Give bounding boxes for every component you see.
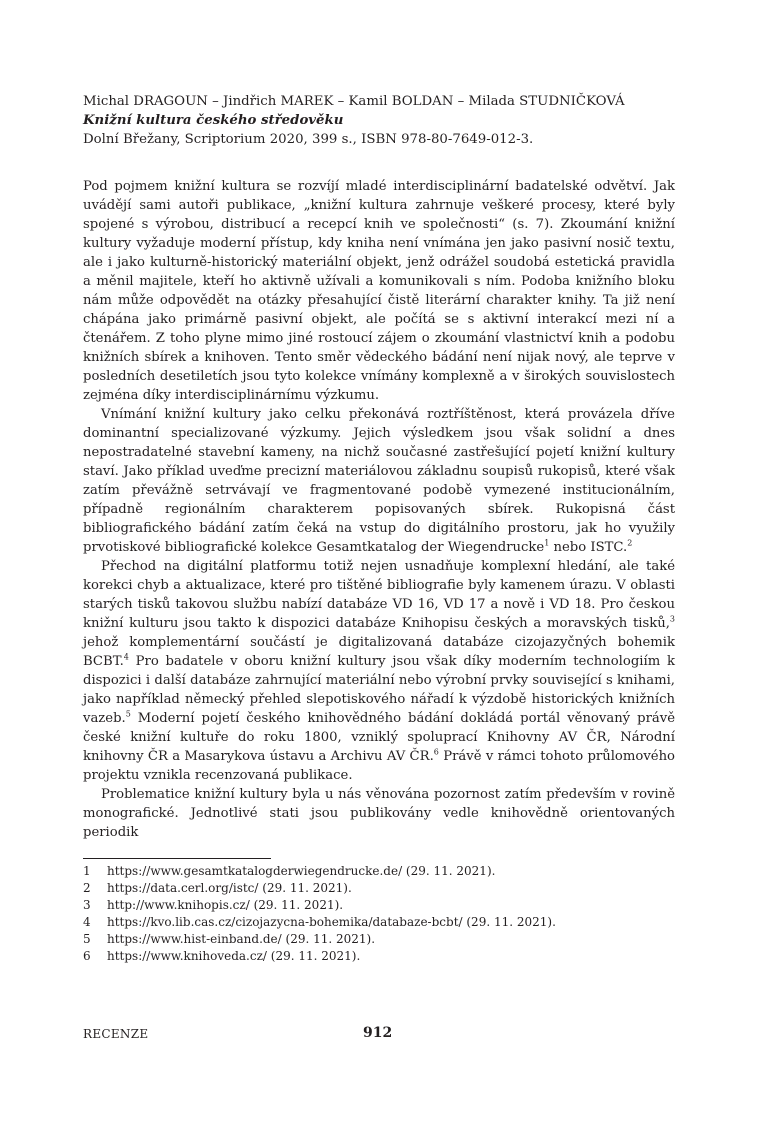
footnote-ref[interactable]: 6	[433, 747, 439, 757]
page-content	[83, 92, 675, 965]
footnote-divider	[83, 858, 271, 859]
footnote-link[interactable]: https://kvo.lib.cas.cz/cizojazycna-bohemika/databaze-bcbt/ (29. 11. 2021).	[107, 915, 556, 929]
footnote-ref[interactable]: 4	[123, 652, 129, 662]
footnotes	[83, 863, 675, 965]
footnote: 2 https://data.cerl.org/istc/ (29. 11. 2021).	[83, 881, 352, 895]
footnote: 4 https://kvo.lib.cas.cz/cizojazycna-bohemika/databaze-bcbt/ (29. 11. 2021).	[83, 915, 556, 929]
book-reference	[83, 92, 675, 149]
footnote-link[interactable]: http://www.knihopis.cz/ (29. 11. 2021).	[107, 898, 344, 912]
footnote-ref[interactable]: 2	[627, 538, 633, 548]
footnote: 1 https://www.gesamtkatalogderwiegendrucke.de/ (29. 11. 2021).	[83, 864, 496, 878]
footnote-link[interactable]: https://www.knihoveda.cz/ (29. 11. 2021).	[107, 949, 361, 963]
section-label: RECENZE	[83, 1027, 149, 1041]
book-publication-info: Dolní Břežany, Scriptorium 2020, 399 s., ISBN 978-80-7649-012-3.	[83, 132, 534, 147]
footnote-ref[interactable]: 5	[125, 709, 131, 719]
book-title: Knižní kultura českého středověku	[83, 113, 344, 128]
paragraph: Přechod na digitální platformu totiž nejen usnadňuje komplexní hledání, ale také korekci chyb a aktualizace, které pro tištěné bibliografie byly kamenem úrazu. V oblasti starých tisků takovou službu nabízí databáze VD 16, VD 17 a nově i VD 18. Pro českou knižní kulturu jsou takto k dispozici databáze Knihopisu českých a moravských tisků,$^3$ jehož komplementární součástí je digitalizovaná databáze cizojazyčných bohemik BCBT.$^4$ Pro badatele v oboru knižní kultury jsou však díky moderním technologiím k dispozici i další databáze zahrnující materiální nebo výrobní prvky související s knihami, jako například německý přehled slepotiskového nářadí k výzdobě historických knižních vazeb.$^5$ Moderní pojetí českého knihovědného bádání dokládá portál věnovaný právě české knižní kultuře do roku 1800, vzniklý spoluprací Knihovny AV ČR, Národní knihovny ČR a Masarykova ústavu a Archivu AV ČR.$^6$ Právě v rámci tohoto průlomového projektu vznikla recenzovaná publikace.	[83, 559, 676, 783]
paragraph: Problematice knižní kultury byla u nás věnována pozornost zatím především v rovině monografické. Jednotlivé stati jsou publikovány vedle knihovědně orientovaných periodik	[83, 787, 675, 840]
book-authors: Michal DRAGOUN – Jindřich MAREK – Kamil BOLDAN – Milada STUDNIČKOVÁ	[83, 94, 625, 109]
paragraph: Pod pojmem knižní kultura se rozvíjí mladé interdisciplinární badatelské odvětví. Jak uvádějí sami autoři publikace, „knižní kultura zahrnuje veškeré procesy, které byly spojené s výrobou, distribucí a recepcí knih ve společnosti“ (s. 7). Zkoumání knižní kultury vyžaduje moderní přístup, kdy kniha není vnímána jen jako pasivní nosič textu, ale i jako kulturně-historický materiální objekt, jenž odrážel soudobá estetická pravidla a měnil majitele, kteří ho aktivně užívali a komunikovali s ním. Podoba knižního bloku nám může odpovědět na otázky přesahující čistě literární charakter knihy. Ta již není chápána jako primárně pasivní objekt, ale počítá se s aktivní interakcí mezi ní a čtenářem. Z toho plyne mimo jiné rostoucí zájem o zkoumání vlastnictví knih a podobu knižních sbírek a knihoven. Tento směr vědeckého bádání není nijak nový, ale teprve v posledních desetiletích jsou tyto kolekce vnímány komplexně a v širokých souvislostech zejména díky interdisciplinárnímu výzkumu.	[83, 179, 675, 403]
footnote-ref[interactable]: 3	[669, 614, 675, 624]
footnote: 5 https://www.hist-einband.de/ (29. 11. 2021).	[83, 932, 376, 946]
footnote-link[interactable]: https://data.cerl.org/istc/ (29. 11. 2021).	[107, 881, 352, 895]
footnote: 3 http://www.knihopis.cz/ (29. 11. 2021).	[83, 898, 344, 912]
page-footer	[83, 1027, 675, 1047]
footnote-link[interactable]: https://www.gesamtkatalogderwiegendrucke.de/ (29. 11. 2021).	[107, 864, 496, 878]
paragraph: Vnímání knižní kultury jako celku překonává roztříštěnost, která provázela dříve dominantní specializované výzkumy. Jejich výsledkem jsou však solidní a dnes nepostradatelné stavební kameny, na nichž současné zastřešující pojetí knižní kultury staví. Jako příklad uveďme precizní materiálovou základnu soupisů rukopisů, které však zatím převážně setrvávají ve fragmentované podobě vymezené institucionálním, případně regionálním charakterem popisovaných sbírek. Rukopisná část bibliografického bádání zatím čeká na vstup do digitálního prostoru, jak ho využily prvotiskové bibliografické kolekce Gesamtkatalog der Wiegendrucke$^1$ nebo ISTC.$^2$	[83, 407, 675, 555]
page-number: 912	[363, 1025, 393, 1041]
review-body	[83, 177, 675, 842]
footnote: 6 https://www.knihoveda.cz/ (29. 11. 2021).	[83, 949, 361, 963]
footnote-link[interactable]: https://www.hist-einband.de/ (29. 11. 2021).	[107, 932, 376, 946]
footnote-ref[interactable]: 1	[544, 538, 550, 548]
